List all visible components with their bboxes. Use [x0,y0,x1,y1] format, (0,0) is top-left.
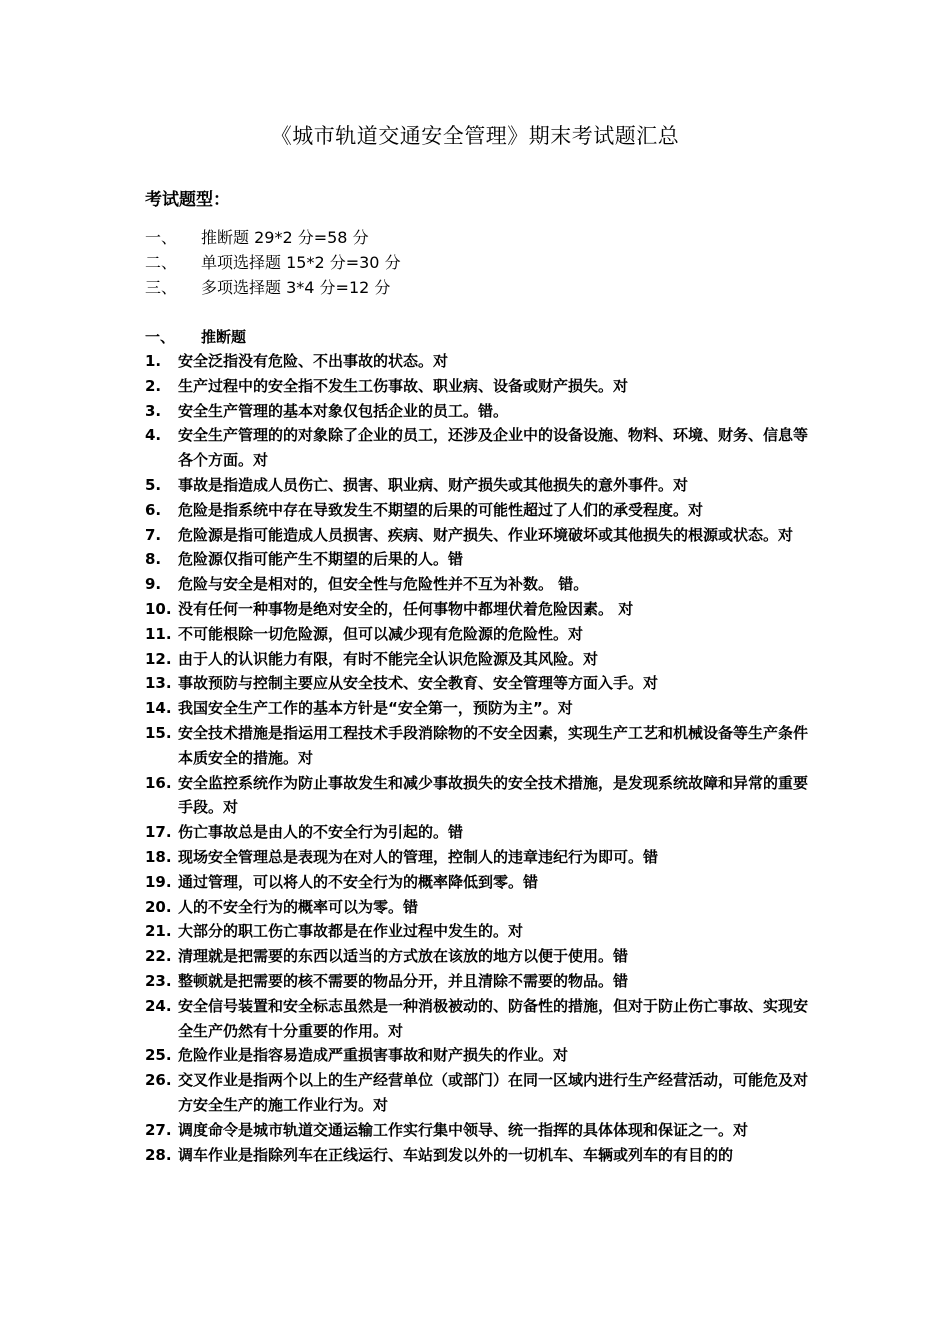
question-text: 安全生产管理的的对象除了企业的员工，还涉及企业中的设备设施、物料、环境、财务、信息等各个方面。对 [178,426,809,470]
question-text: 整顿就是把需要的核不需要的物品分开，并且清除不需要的物品。错 [178,971,629,990]
question-number: 17. [145,823,172,842]
question-item [145,498,809,523]
question-number: 15. [145,723,172,742]
exam-type-item [145,225,401,250]
question-item [145,374,809,399]
question-item [145,1143,809,1168]
document-title: 《城市轨道交通安全管理》期末考试题汇总 [270,124,680,148]
question-number: 11. [145,624,172,643]
question-number: 20. [145,897,172,916]
question-item [145,572,809,597]
exam-type-text: 单项选择题 15*2 分=30 分 [201,253,401,272]
question-text: 清理就是把需要的东西以适当的方式放在该放的地方以便于使用。错 [178,947,629,966]
part-one-heading [145,325,246,349]
question-text: 调车作业是指除列车在正线运行、车站到发以外的一切机车、车辆或列车的有目的的 [178,1145,734,1164]
question-item [145,523,809,548]
question-text: 大部分的职工伤亡事故都是在作业过程中发生的。对 [178,922,524,941]
question-number: 2. [145,376,162,395]
question-text: 不可能根除一切危险源，但可以减少现有危险源的危险性。对 [178,624,584,643]
question-item [145,547,809,572]
part-one-number: 一、 [145,328,176,346]
question-text: 安全泛指没有危险、不出事故的状态。对 [178,352,449,370]
question-number: 24. [145,996,172,1015]
question-item [145,771,809,821]
question-text: 危险是指系统中存在导致发生不期望的后果的可能性超过了人们的承受程度。对 [178,500,704,519]
judgement-question-list [145,349,809,1167]
question-item [145,820,809,845]
question-text: 安全监控系统作为防止事故发生和减少事故损失的安全技术措施，是发现系统故障和异常的重要手段。对 [178,773,809,817]
question-item [145,349,809,374]
question-number: 16. [145,773,172,792]
exam-type-number: 二、 [145,253,178,272]
question-number: 5. [145,475,162,494]
question-number: 21. [145,922,172,941]
question-number: 10. [145,599,172,618]
question-number: 4. [145,426,162,445]
question-number: 14. [145,699,172,718]
question-text: 危险作业是指容易造成严重损害事故和财产损失的作业。对 [178,1046,569,1065]
question-number: 25. [145,1046,172,1065]
question-text: 伤亡事故总是由人的不安全行为引起的。错 [178,823,464,842]
exam-type-text: 多项选择题 3*4 分=12 分 [201,278,391,297]
question-text: 现场安全管理总是表现为在对人的管理，控制人的违章违纪行为即可。错 [178,847,659,866]
question-item [145,696,809,721]
exam-type-item [145,275,401,300]
question-item [145,597,809,622]
question-item [145,919,809,944]
question-text: 人的不安全行为的概率可以为零。错 [178,897,419,916]
question-item [145,671,809,696]
question-item [145,1043,809,1068]
question-number: 28. [145,1145,172,1164]
question-item [145,845,809,870]
question-item [145,721,809,771]
question-text: 由于人的认识能力有限，有时不能完全认识危险源及其风险。对 [178,649,599,668]
question-item [145,870,809,895]
question-text: 生产过程中的安全指不发生工伤事故、职业病、设备或财产损失。对 [178,376,629,395]
question-number: 13. [145,674,172,693]
question-text: 事故预防与控制主要应从安全技术、安全教育、安全管理等方面入手。对 [178,674,659,693]
question-item [145,895,809,920]
question-text: 危险源是指可能造成人员损害、疾病、财产损失、作业环境破坏或其他损失的根源或状态。对 [178,525,794,544]
question-item [145,994,809,1044]
question-item [145,944,809,969]
question-number: 22. [145,947,172,966]
exam-type-item [145,250,401,275]
question-number: 19. [145,872,172,891]
question-number: 1. [145,352,162,370]
question-item [145,473,809,498]
question-item [145,969,809,994]
question-item [145,423,809,473]
question-text: 危险与安全是相对的，但安全性与危险性并不互为补数。 错。 [178,575,589,594]
question-number: 3. [145,401,162,420]
question-item [145,399,809,424]
question-text: 安全技术措施是指运用工程技术手段消除物的不安全因素，实现生产工艺和机械设备等生产条件本质安全的措施。对 [178,723,809,767]
part-one-title: 推断题 [201,328,247,346]
question-text: 安全生产管理的基本对象仅包括企业的员工。错。 [178,401,509,420]
question-number: 9. [145,575,162,594]
question-item [145,622,809,647]
question-number: 8. [145,550,162,569]
question-text: 调度命令是城市轨道交通运输工作实行集中领导、统一指挥的具体体现和保证之一。对 [178,1120,749,1139]
exam-types-heading: 考试题型： [145,190,230,210]
exam-type-text: 推断题 29*2 分=58 分 [201,228,369,247]
question-number: 7. [145,525,162,544]
question-number: 12. [145,649,172,668]
question-text: 事故是指造成人员伤亡、损害、职业病、财产损失或其他损失的意外事件。对 [178,475,689,494]
exam-types-list [145,225,401,300]
question-text: 我国安全生产工作的基本方针是“安全第一，预防为主”。对 [178,699,573,718]
question-text: 交叉作业是指两个以上的生产经营单位（或部门）在同一区域内进行生产经营活动，可能危及对方安全生产的施工作业行为。对 [178,1071,809,1114]
question-number: 26. [145,1071,172,1090]
question-item [145,647,809,672]
question-text: 安全信号装置和安全标志虽然是一种消极被动的、防备性的措施，但对于防止伤亡事故、实现安全生产仍然有十分重要的作用。对 [178,996,809,1040]
question-text: 危险源仅指可能产生不期望的后果的人。错 [178,550,464,569]
question-number: 23. [145,971,172,990]
exam-type-number: 三、 [145,278,178,297]
exam-type-number: 一、 [145,228,178,247]
question-number: 27. [145,1120,172,1139]
question-text: 没有任何一种事物是绝对安全的，任何事物中都埋伏着危险因素。 对 [178,599,634,618]
question-text: 通过管理，可以将人的不安全行为的概率降低到零。错 [178,872,539,891]
question-item [145,1068,809,1118]
question-number: 18. [145,847,172,866]
question-item [145,1118,809,1143]
question-number: 6. [145,500,162,519]
